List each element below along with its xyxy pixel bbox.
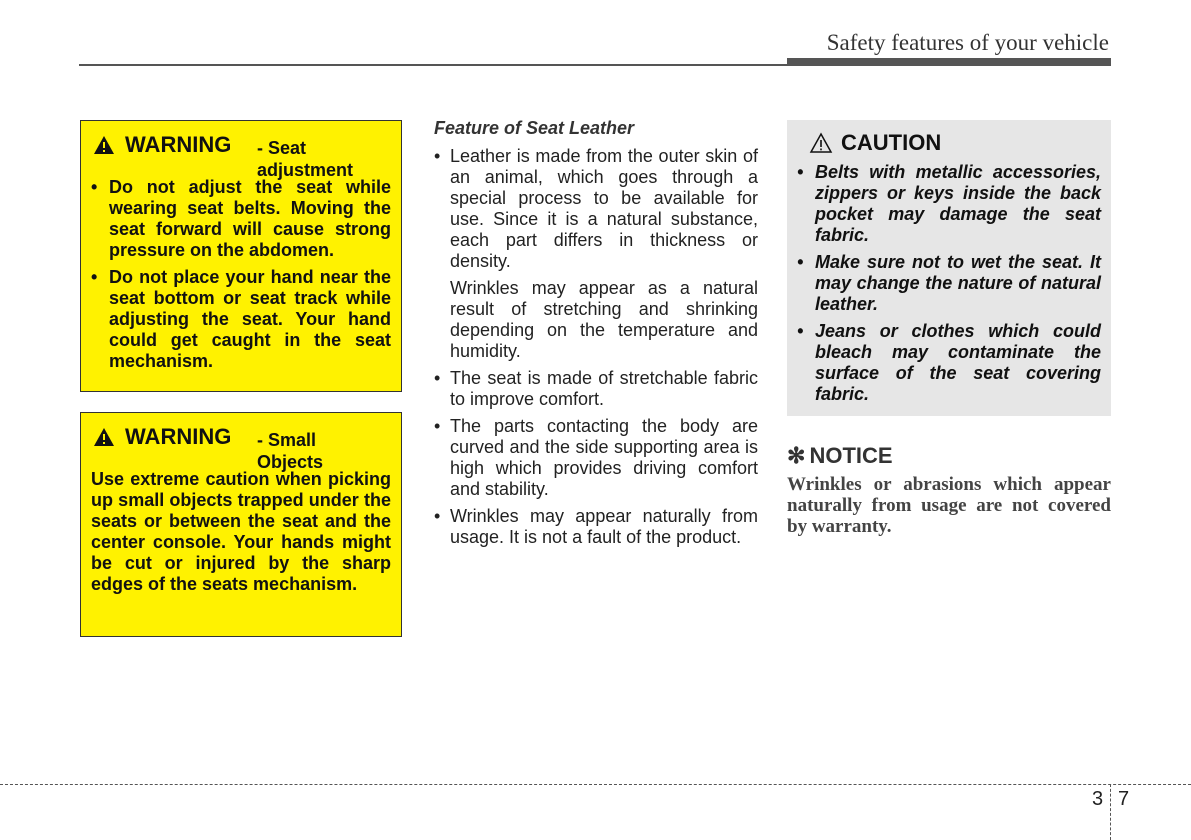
list-item: • Belts with metallic accessories, zippers or keys inside the back pocket may damage the seat fabric. (797, 162, 1101, 246)
page-number: 7 (1118, 788, 1130, 810)
warning-header (91, 423, 391, 472)
header-rule (79, 64, 787, 66)
warning-label: WARNING (125, 424, 232, 449)
section-number: 3 (1092, 788, 1104, 810)
list-item: • The seat is made of stretchable fabric to improve comfort. (432, 368, 758, 410)
list-item (432, 146, 758, 362)
footer-vertical-divider (1110, 784, 1111, 840)
list-item: • Jeans or clothes which could bleach may contaminate the surface of the seat covering fabric. (797, 321, 1101, 405)
warning-small-objects-box (80, 412, 402, 637)
list-item: • Make sure not to wet the seat. It may change the nature of natural leather. (797, 252, 1101, 315)
list-item: • Do not adjust the seat while wearing seat belts. Moving the seat forward will cause strong pressure on the abdomen. (91, 177, 391, 261)
notice-section (787, 442, 1111, 537)
notice-body: Wrinkles or abrasions which appear naturally from usage are not covered by warranty. (787, 474, 1111, 537)
warning-list (91, 177, 391, 372)
warning-label: WARNING (125, 132, 232, 157)
asterisk-icon: ✻ (787, 443, 806, 468)
caution-header (797, 128, 1101, 162)
header-bar (787, 58, 1111, 66)
warning-header (91, 131, 391, 180)
warning-triangle-icon (93, 135, 115, 155)
caution-label: CAUTION (841, 130, 942, 155)
caution-triangle-icon (809, 132, 833, 154)
warning-subtitle: - Seat adjustment (257, 138, 354, 180)
seat-leather-section (432, 116, 758, 554)
notice-header (787, 442, 1111, 470)
page-header-title: Safety features of your vehicle (826, 30, 1109, 55)
section-title: Feature of Seat Leather (434, 118, 635, 138)
warning-triangle-icon (93, 427, 115, 447)
warning-body: Use extreme caution when picking up small objects trapped under the seats or between the seat and the center console. Your hands might be cut or injured by the sharp edges of the seats mechanism. (91, 469, 391, 594)
list-item: • Do not place your hand near the seat bottom or seat track while adjusting the seat. Your hand could get caught in the seat mechanism. (91, 267, 391, 372)
paragraph: Wrinkles may appear as a natural result of stretching and shrinking depending on the temperature and humidity. (450, 278, 758, 361)
list-item: • The parts contacting the body are curved and the side supporting area is high which provides driving comfort and stability. (432, 416, 758, 500)
list-item: • Wrinkles may appear naturally from usage. It is not a fault of the product. (432, 506, 758, 548)
footer-divider (0, 784, 1191, 785)
warning-seat-adjustment-box (80, 120, 402, 392)
caution-box (787, 120, 1111, 416)
caution-list (797, 162, 1101, 405)
paragraph: • Leather is made from the outer skin of an animal, which goes through a special process to be available for use. Since it is a natural substance, each part differs in thickness or density. (450, 146, 758, 271)
notice-label: NOTICE (809, 443, 893, 468)
warning-subtitle: - Small Objects (257, 430, 324, 472)
leather-list (432, 146, 758, 548)
